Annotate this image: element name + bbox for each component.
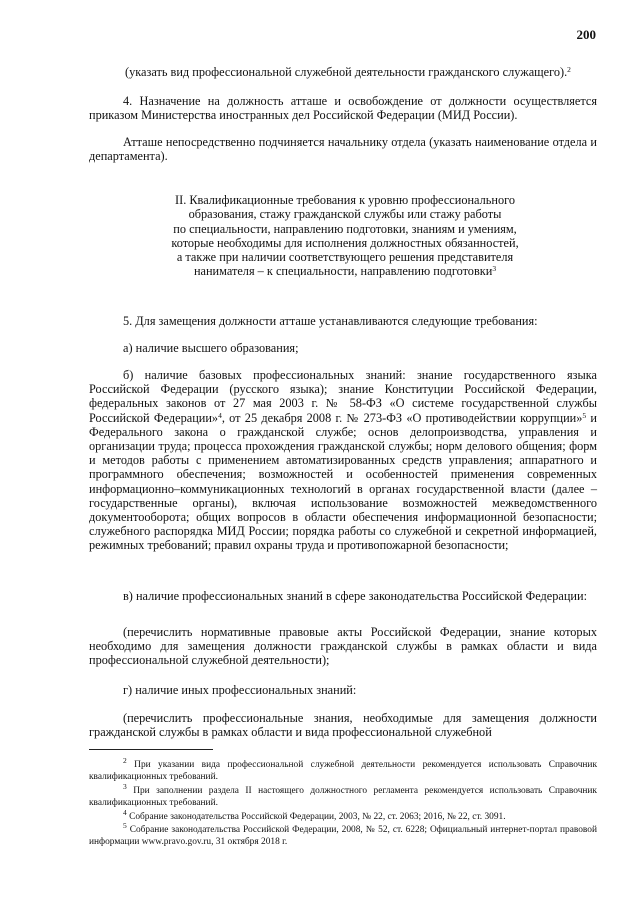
paragraph-5g-list: (перечислить профессиональные знания, необходимые для замещения должности гражданской службы в рамках области и вида профессиональной служебной	[89, 711, 597, 740]
paragraph-5a: а) наличие высшего образования;	[123, 341, 299, 355]
section-2-heading-line-last	[140, 264, 550, 278]
paragraph-5b	[89, 368, 597, 553]
paragraph-5b-text: и Федерального закона о гражданской службе; основ делопроизводства, управления и организации труда; процесса прохождения гражданской службы; норм делового общения; форм и методов работы с применением автоматизированных средств управления; аппаратного и программного обеспечения; возможностей и особенностей применения современных информационно–коммуникационных технологий в органах государственной власти (далее – государственные органы), включая использование возможностей межведомственного документооборота; общих вопросов в области обеспечения информационной безопасности; служебного распорядка МИД России; порядка работы со служебной и секретной информацией, режимных требований; правил охраны труда и противопожарной безопасности;	[89, 410, 598, 553]
paragraph-subordination: Атташе непосредственно подчиняется начальнику отдела (указать наименование отдела и департамента).	[89, 135, 597, 164]
paragraph-5v-list: (перечислить нормативные правовые акты Российской Федерации, знание которых необходимо для замещения должности гражданской службы в рамках области и вида профессиональной служебной деятельности);	[89, 625, 597, 668]
footnote-number: 4	[123, 808, 127, 817]
paragraph-5g: г) наличие иных профессиональных знаний:	[123, 683, 357, 697]
paragraph-specify-kind	[125, 65, 597, 79]
section-2-heading-line: которые необходимы для исполнения должностных обязанностей,	[171, 235, 519, 250]
section-2-heading-line-text: нанимателя – к специальности, направлению подготовки	[193, 264, 493, 279]
footnote-text: Собрание законодательства Российской Федерации, 2008, № 52, ст. 6228; Официальный интернет-портал правовой информации www.pravo.gov.ru, 31 октября 2018 г.	[89, 825, 597, 847]
section-2-heading-line: образования, стажу гражданской службы или стажу работы	[188, 207, 502, 222]
section-2-heading	[140, 193, 550, 279]
footnote-ref-5: 5	[582, 410, 587, 420]
footnote-text: При указании вида профессиональной служебной деятельности рекомендуется использовать Справочник квалификационных требований.	[89, 760, 598, 782]
footnote-number: 5	[123, 821, 127, 830]
footnote-number: 3	[123, 782, 127, 791]
footnote-ref-4: 4	[218, 410, 222, 420]
footnote-2	[89, 756, 598, 784]
section-2-heading-line: II. Квалификационные требования к уровню профессионального	[175, 193, 515, 207]
paragraph-5v: в) наличие профессиональных знаний в сфере законодательства Российской Федерации:	[123, 589, 587, 603]
footnote-text: При заполнении раздела II настоящего должностного регламента рекомендуется использовать Справочник квалификационных требований.	[89, 786, 597, 808]
footnote-ref-3: 3	[492, 264, 497, 274]
paragraph-5: 5. Для замещения должности атташе устанавливаются следующие требования:	[123, 314, 538, 328]
section-2-heading-line: по специальности, направлению подготовки, знаниям и умениям,	[173, 221, 517, 236]
page-number: 200	[576, 27, 596, 42]
footnote-divider	[89, 749, 213, 750]
paragraph-5b-text: б) наличие базовых профессиональных знаний: знание государственного языка Российской Федерации (русского языка); знание Конституции Российской Федерации, федеральных законов от 27 мая 2003 г. № 58-ФЗ «О системе государственной службы Российской Федерации»	[89, 368, 597, 425]
paragraph-specify-kind-text: (указать вид профессиональной служебной деятельности гражданского служащего).	[125, 65, 568, 79]
footnote-4	[89, 808, 597, 824]
footnote-ref-2: 2	[567, 65, 571, 74]
section-2-heading-line: а также при наличии соответствующего решения представителя	[176, 250, 514, 265]
paragraph-4: 4. Назначение на должность атташе и освобождение от должности осуществляется приказом Министерства иностранных дел Российской Федерации (МИД России).	[89, 94, 597, 123]
footnote-3	[89, 782, 597, 810]
footnote-5	[89, 821, 597, 849]
paragraph-5b-text: , от 25 декабря 2008 г. № 273-ФЗ «О противодействии коррупции»	[221, 410, 583, 425]
footnote-number: 2	[123, 756, 127, 765]
footnote-text: Собрание законодательства Российской Федерации, 2003, № 22, ст. 2063; 2016, № 22, ст. 3091.	[129, 812, 506, 822]
